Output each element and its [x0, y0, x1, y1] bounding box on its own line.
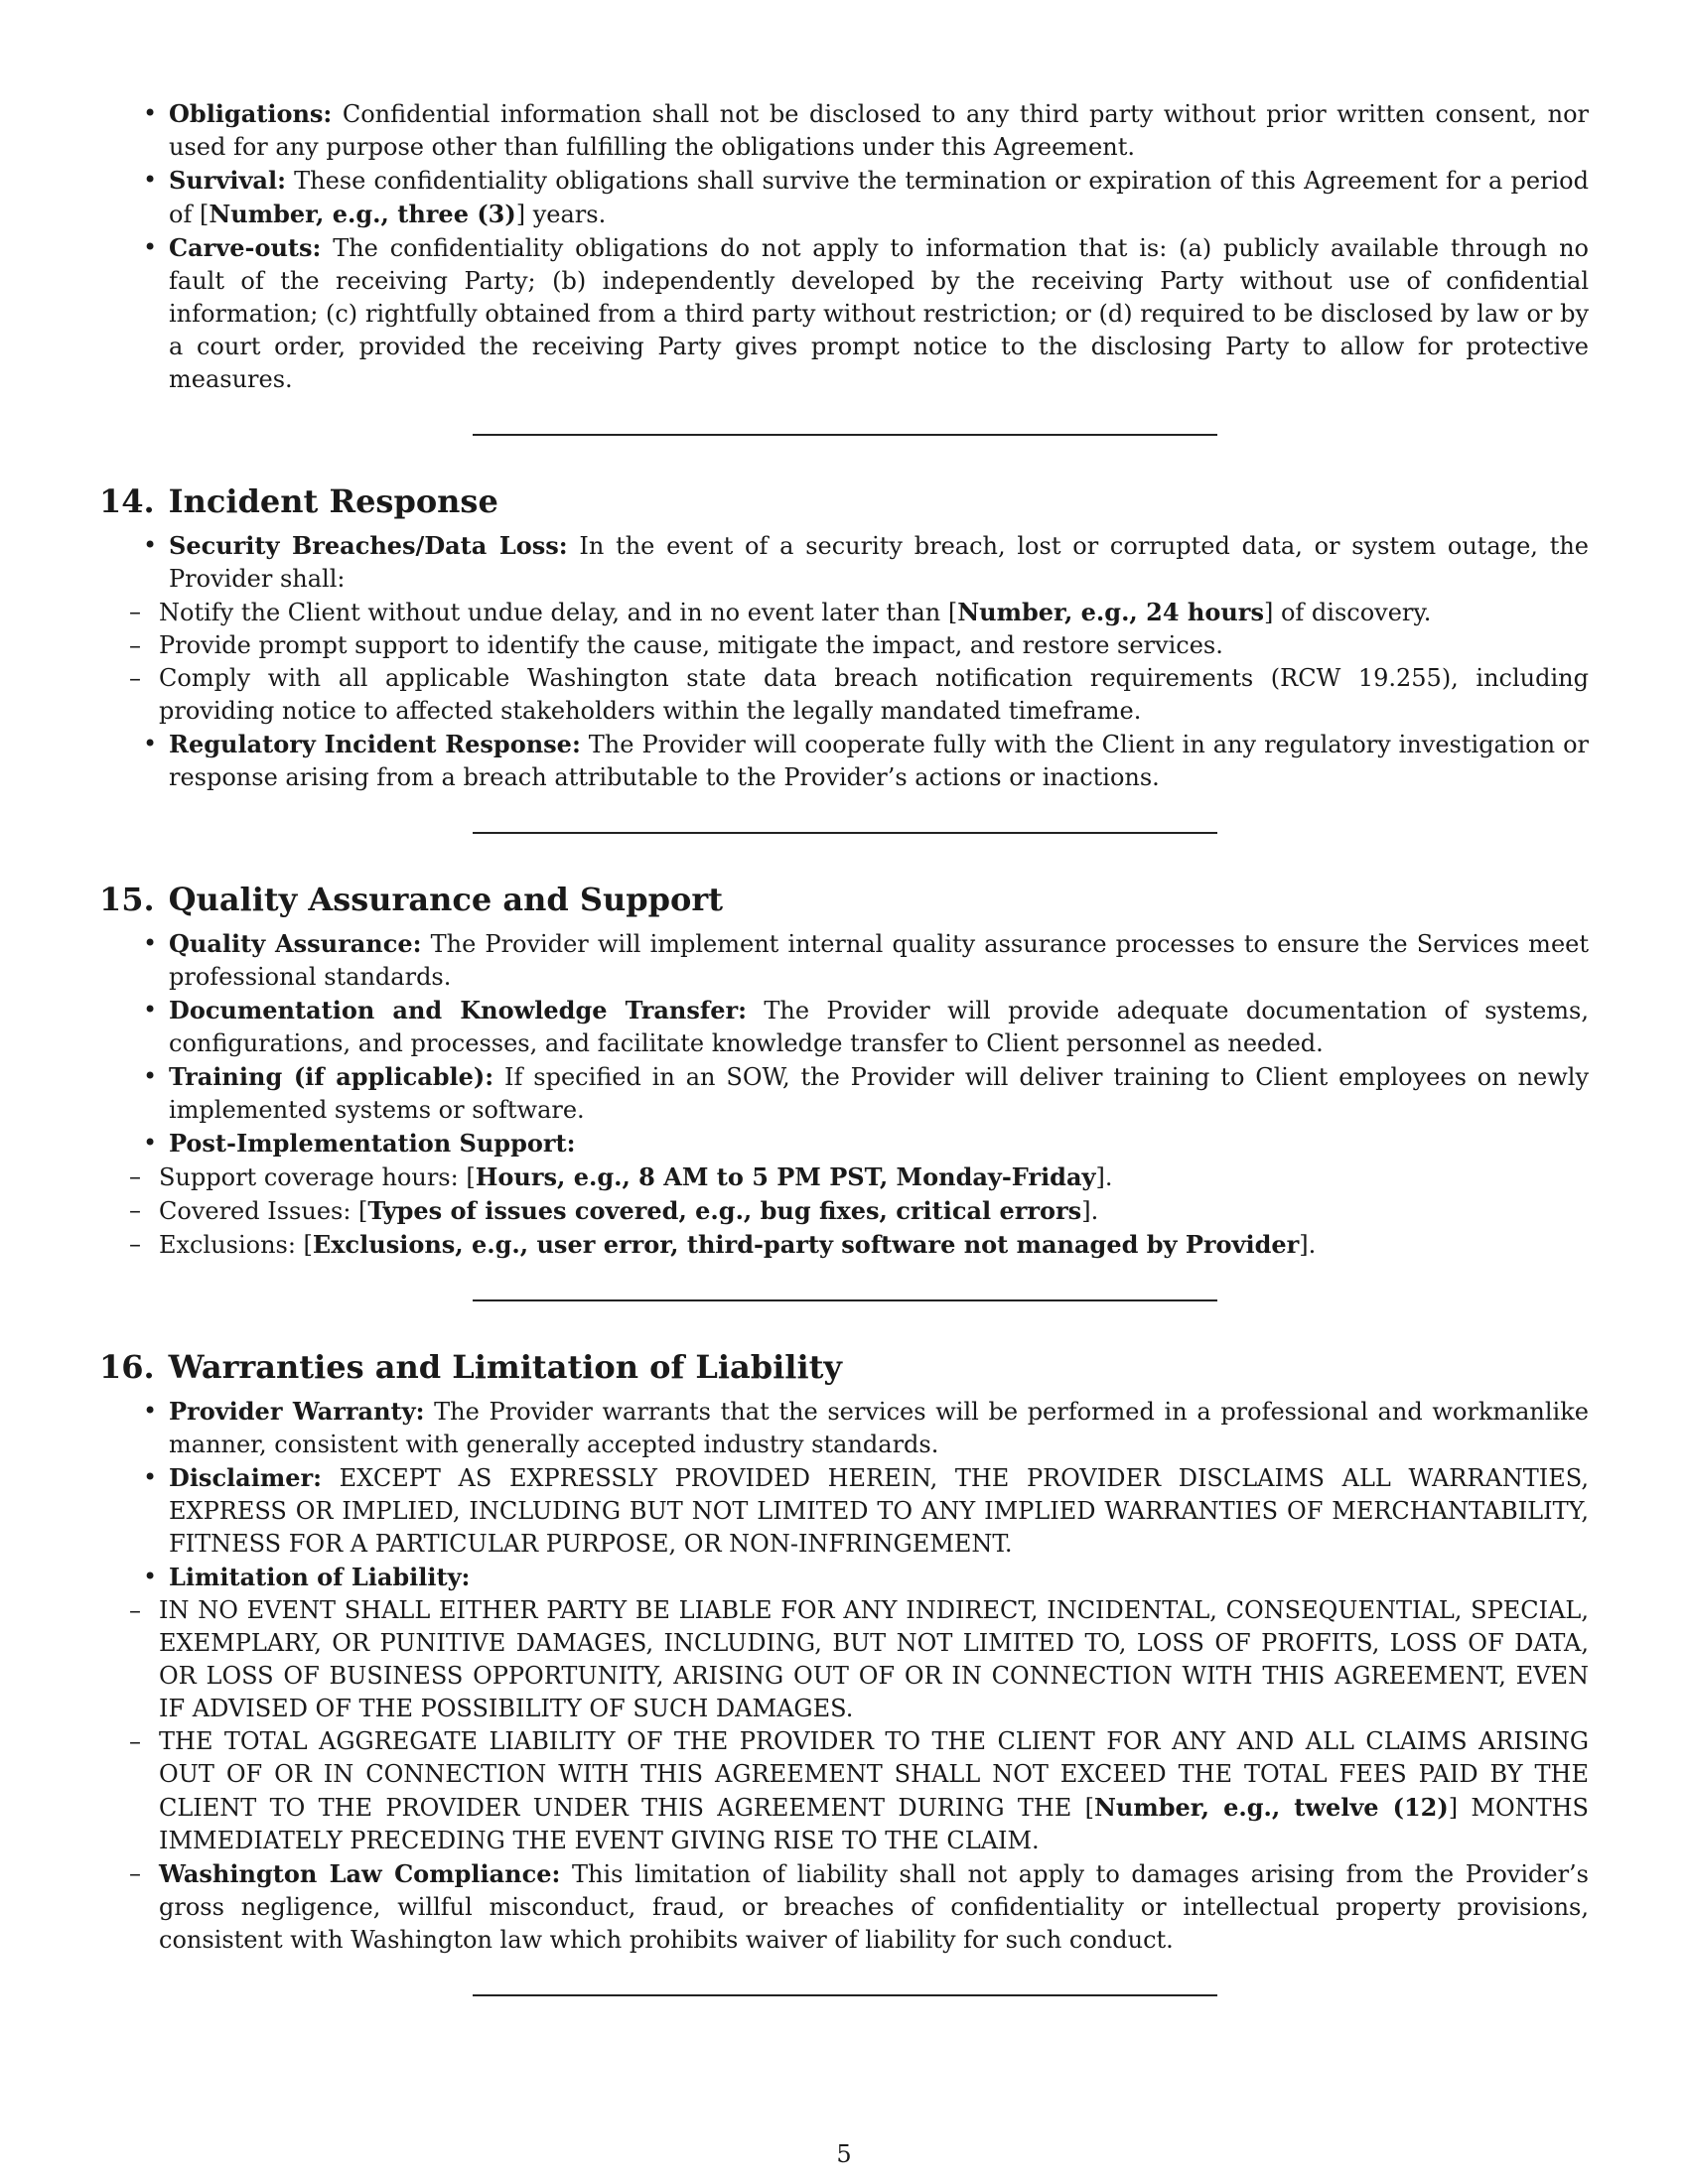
list-item-security-breaches	[99, 529, 1589, 728]
section-title: Warranties and Limitation of Liability	[168, 1348, 842, 1386]
item-text: These confidentiality obligations shall survive the termination or expiration of this Agreement for a period of [	[169, 167, 1589, 228]
list-item-carve-outs	[99, 231, 1589, 396]
item-label: Post-Implementation Support:	[169, 1129, 576, 1158]
placeholder-text: Exclusions, e.g., user error, third-party software not managed by Provider	[312, 1230, 1300, 1259]
sub-list	[99, 1160, 1589, 1262]
sub-item-text: THE TOTAL AGGREGATE LIABILITY OF THE PROVIDER TO THE CLIENT FOR ANY AND ALL CLAIMS ARISING OUT OF OR IN CONNECTION WITH THIS AGREEMENT SHALL NOT EXCEED THE TOTAL FEES PAID BY THE CLIENT TO THE PROVIDER UNDER THIS AGREEMENT DURING THE [	[159, 1727, 1589, 1822]
item-text: The confidentiality obligations do not apply to information that is: (a) publicly available through no fault of the receiving Party; (b) independently developed by the receiving Party without use of confidential information; (c) rightfully obtained from a third party without restriction; or (d) required to be disclosed by law or by a court order, provided the receiving Party gives prompt notice to the disclosing Party to allow for protective measures.	[169, 234, 1589, 393]
sub-item-support	[99, 629, 1589, 662]
placeholder-text: Number, e.g., three (3)	[209, 200, 516, 228]
bullet-icon: •	[143, 929, 158, 957]
item-text: Confidential information shall not be disclosed to any third party without prior written consent, nor used for any purpose other than fulfilling the obligations under this Agreement.	[169, 100, 1589, 161]
item-label: Provider Warranty:	[169, 1397, 425, 1426]
item-text: The Provider will implement internal quality assurance processes to ensure the Services meet professional standards.	[169, 930, 1589, 991]
sub-list	[99, 1594, 1589, 1957]
item-text: EXCEPT AS EXPRESSLY PROVIDED HEREIN, THE PROVIDER DISCLAIMS ALL WARRANTIES, EXPRESS OR IMPLIED, INCLUDING BUT NOT LIMITED TO ANY IMPLIED WARRANTIES OF MERCHANTABILITY, FITNESS FOR A PARTICULAR PURPOSE, OR NON-INFRINGEMENT.	[169, 1464, 1589, 1558]
bullet-icon: •	[143, 996, 158, 1024]
section-number: 16.	[99, 1348, 155, 1386]
section-number: 15.	[99, 881, 155, 918]
sub-item-text: Exclusions: [	[159, 1231, 313, 1259]
confidentiality-list	[99, 97, 1589, 396]
sub-item-text: IN NO EVENT SHALL EITHER PARTY BE LIABLE FOR ANY INDIRECT, INCIDENTAL, CONSEQUENTIAL, SPECIAL, EXEMPLARY, OR PUNITIVE DAMAGES, INCLUDING, BUT NOT LIMITED TO, LOSS OF PROFITS, LOSS OF DATA, OR LOSS OF BUSINESS OPPORTUNITY, ARISING OUT OF OR IN CONNECTION WITH THIS AGREEMENT, EVEN IF ADVISED OF THE POSSIBILITY OF SUCH DAMAGES.	[159, 1596, 1589, 1722]
list-item-regulatory	[99, 728, 1589, 794]
section-number: 14.	[99, 482, 155, 520]
placeholder-text: Number, e.g., twelve (12)	[1093, 1793, 1449, 1822]
sub-item-label: Washington Law Compliance:	[159, 1859, 561, 1888]
sub-item-comply	[99, 662, 1589, 728]
item-text: If specified in an SOW, the Provider will deliver training to Client employees on newly implemented systems or software.	[169, 1063, 1590, 1124]
sub-item-text: ].	[1095, 1163, 1113, 1191]
item-label: Limitation of Liability:	[169, 1563, 471, 1591]
bullet-icon: •	[143, 730, 158, 757]
dash-icon: –	[129, 1196, 141, 1224]
section-heading-15	[99, 878, 1589, 921]
sub-item-notify	[99, 596, 1589, 629]
list-item-survival	[99, 164, 1589, 231]
item-text: In the event of a security breach, lost or corrupted data, or system outage, the Provider shall:	[169, 532, 1590, 593]
quality-assurance-list	[99, 927, 1589, 1262]
list-item-obligations	[99, 97, 1589, 164]
item-label: Regulatory Incident Response:	[169, 730, 581, 758]
dash-icon: –	[129, 1859, 141, 1887]
sub-item-text: Provide prompt support to identify the cause, mitigate the impact, and restore services.	[159, 631, 1223, 659]
bullet-icon: •	[143, 166, 158, 194]
sub-item-text: Support coverage hours: [	[159, 1163, 476, 1191]
list-item-limitation-of-liability	[99, 1561, 1589, 1957]
page-content	[99, 97, 1589, 1996]
bullet-icon: •	[143, 99, 158, 127]
section-title: Quality Assurance and Support	[168, 881, 723, 918]
sub-item-text: ] of discovery.	[1263, 599, 1432, 626]
sub-item-text: ] MONTHS IMMEDIATELY PRECEDING THE EVENT GIVING RISE TO THE CLAIM.	[159, 1794, 1589, 1854]
list-item-provider-warranty	[99, 1395, 1589, 1461]
sub-item-text: Notify the Client without undue delay, and in no event later than [	[159, 599, 958, 626]
placeholder-text: Hours, e.g., 8 AM to 5 PM PST, Monday-Friday	[475, 1162, 1096, 1191]
list-item-training	[99, 1060, 1589, 1127]
item-text: ] years.	[515, 201, 607, 228]
bullet-icon: •	[143, 1129, 158, 1157]
dash-icon: –	[129, 1230, 141, 1258]
placeholder-text: Types of issues covered, e.g., bug fixes, critical errors	[367, 1196, 1082, 1225]
section-divider	[473, 434, 1217, 436]
dash-icon: –	[129, 1596, 141, 1624]
item-label: Quality Assurance:	[169, 929, 422, 958]
bullet-icon: •	[143, 1563, 158, 1590]
dash-icon: –	[129, 664, 141, 692]
sub-item-text: ].	[1299, 1231, 1317, 1259]
bullet-icon: •	[143, 1397, 158, 1425]
dash-icon: –	[129, 1727, 141, 1755]
sub-item-text: This limitation of liability shall not apply to damages arising from the Provider’s gross negligence, willful misconduct, fraud, or breaches of confidentiality or intellectual property provisions, consistent with Washington law which prohibits waiver of liability for such conduct.	[159, 1860, 1590, 1954]
list-item-quality-assurance	[99, 927, 1589, 994]
bullet-icon: •	[143, 1463, 158, 1491]
item-text: The Provider will provide adequate documentation of systems, configurations, and processes, and facilitate knowledge transfer to Client personnel as needed.	[169, 997, 1589, 1057]
section-heading-14	[99, 479, 1589, 523]
item-label: Disclaimer:	[169, 1463, 323, 1492]
section-divider	[473, 1299, 1217, 1301]
warranties-list	[99, 1395, 1589, 1957]
sub-item-washington-law	[99, 1857, 1589, 1957]
dash-icon: –	[129, 631, 141, 659]
sub-list	[99, 596, 1589, 728]
sub-item-text: Covered Issues: [	[159, 1197, 368, 1225]
section-heading-16	[99, 1345, 1589, 1389]
section-divider	[473, 1994, 1217, 1996]
section-divider	[473, 832, 1217, 834]
sub-item-indirect-damages	[99, 1594, 1589, 1725]
bullet-icon: •	[143, 233, 158, 261]
dash-icon: –	[129, 598, 141, 625]
list-item-documentation	[99, 994, 1589, 1060]
sub-item-coverage-hours	[99, 1160, 1589, 1194]
bullet-icon: •	[143, 1062, 158, 1090]
item-text: The Provider warrants that the services will be performed in a professional and workmanlike manner, consistent with generally accepted industry standards.	[169, 1398, 1589, 1458]
item-label: Carve-outs:	[169, 233, 322, 262]
sub-item-exclusions	[99, 1228, 1589, 1262]
item-label: Survival:	[169, 166, 286, 195]
item-label: Documentation and Knowledge Transfer:	[169, 996, 747, 1024]
incident-response-list	[99, 529, 1589, 794]
dash-icon: –	[129, 1162, 141, 1190]
sub-item-aggregate-liability	[99, 1725, 1589, 1857]
page-number: 5	[836, 2140, 852, 2168]
sub-item-text: ].	[1081, 1197, 1099, 1225]
list-item-post-implementation	[99, 1127, 1589, 1262]
bullet-icon: •	[143, 531, 158, 559]
item-label: Security Breaches/Data Loss:	[169, 531, 568, 560]
item-label: Training (if applicable):	[169, 1062, 494, 1091]
item-label: Obligations:	[169, 99, 333, 128]
section-title: Incident Response	[168, 482, 498, 520]
list-item-disclaimer	[99, 1461, 1589, 1561]
item-text: The Provider will cooperate fully with the Client in any regulatory investigation or response arising from a breach attributable to the Provider’s actions or inactions.	[169, 731, 1589, 791]
placeholder-text: Number, e.g., 24 hours	[957, 598, 1264, 626]
sub-item-text: Comply with all applicable Washington state data breach notification requirements (RCW 19.255), including providing notice to affected stakeholders within the legally mandated timeframe.	[159, 664, 1589, 725]
sub-item-covered-issues	[99, 1194, 1589, 1228]
